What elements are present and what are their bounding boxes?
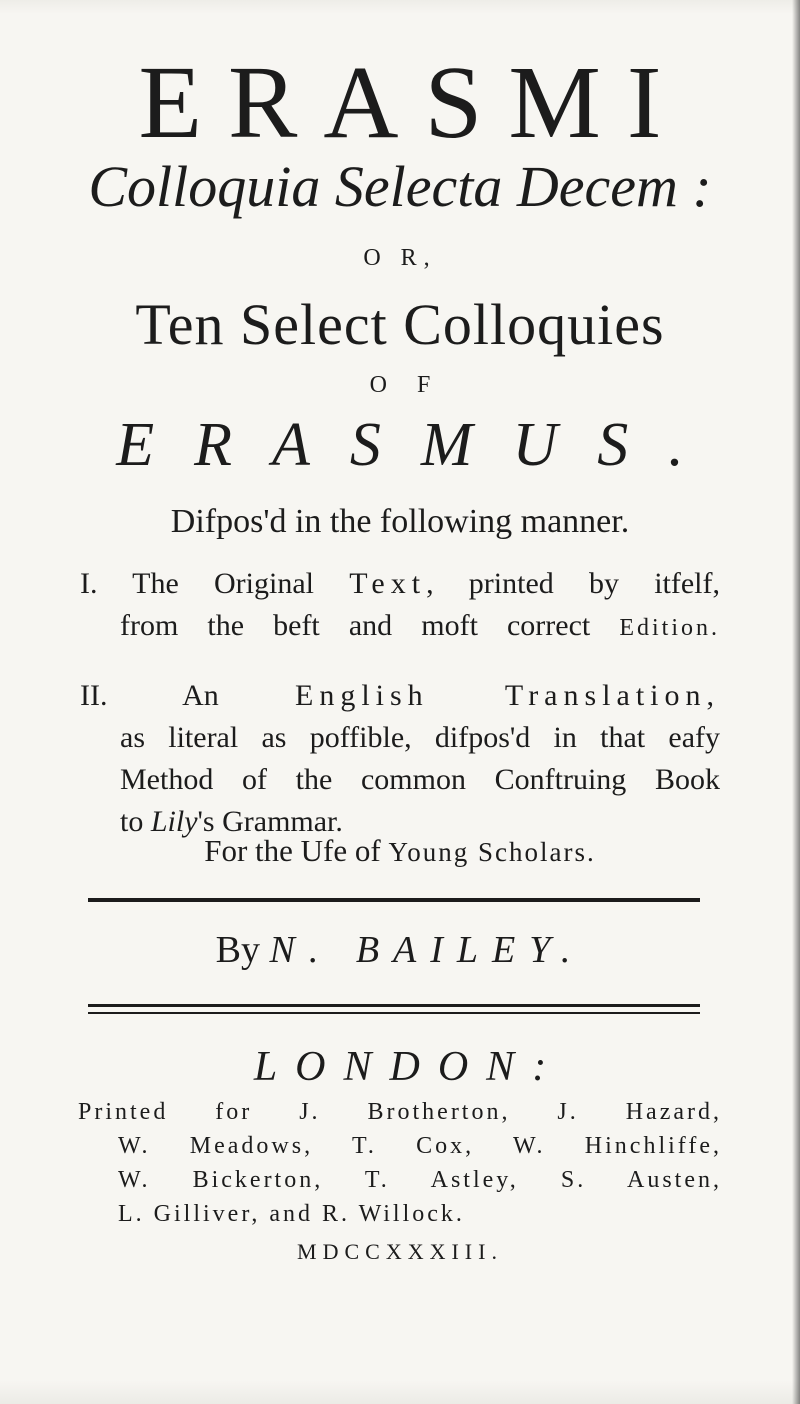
title-latin: Colloquia Selecta Decem :	[88, 154, 712, 219]
item1-line1: I. The Original Text, printed by itfelf,	[80, 567, 720, 600]
item1-line2: from the beft and moft correct Edition.	[120, 609, 720, 642]
printers-line: L. Gilliver, and R. Willock.	[118, 1201, 465, 1227]
title-erasmus: ERASMUS.	[116, 411, 724, 479]
disposed-line: Difpos'd in the following manner.	[170, 503, 630, 540]
lily-name: Lily	[150, 805, 198, 838]
printers-list	[78, 1095, 722, 1231]
connector-or: O R,	[363, 245, 437, 271]
divider-rule-double-a	[88, 1004, 700, 1007]
divider-rule-double-b	[88, 1012, 700, 1014]
printers-line: W. Meadows, T. Cox, W. Hinchliffe,	[118, 1133, 722, 1159]
imprint-place: LONDON:	[253, 1044, 565, 1090]
translation-word: Translation,	[504, 679, 720, 712]
author-name: N. BAILEY.	[269, 929, 585, 971]
item2-line4: to Lily's Grammar.	[120, 805, 343, 838]
imprint-date: MDCCXXXIII.	[297, 1239, 503, 1264]
young-scholars: Young Scholars.	[388, 837, 596, 867]
item2-line1: II. An English Translation,	[80, 679, 720, 712]
use-line: For the Ufe of Young Scholars.	[204, 833, 596, 868]
item-english-translation	[80, 675, 720, 843]
item2-line2: as literal as poffible, difpos'd in that eafy	[120, 721, 720, 754]
title-english: Ten Select Colloquies	[135, 292, 665, 357]
connector-of: O F	[369, 372, 443, 398]
edition-word: Edition.	[619, 615, 720, 641]
text-word: Text	[349, 567, 427, 600]
item2-line3: Method of the common Conftruing Book	[120, 763, 720, 796]
printers-line: W. Bickerton, T. Astley, S. Austen,	[118, 1167, 722, 1193]
title-erasmi: ERASMI	[138, 45, 688, 160]
author-line: By N. BAILEY.	[215, 929, 585, 971]
printers-line: Printed for J. Brotherton, J. Hazard,	[78, 1099, 722, 1125]
english-word: English	[295, 679, 429, 712]
divider-rule-top	[88, 898, 700, 902]
item-original-text	[80, 563, 720, 649]
